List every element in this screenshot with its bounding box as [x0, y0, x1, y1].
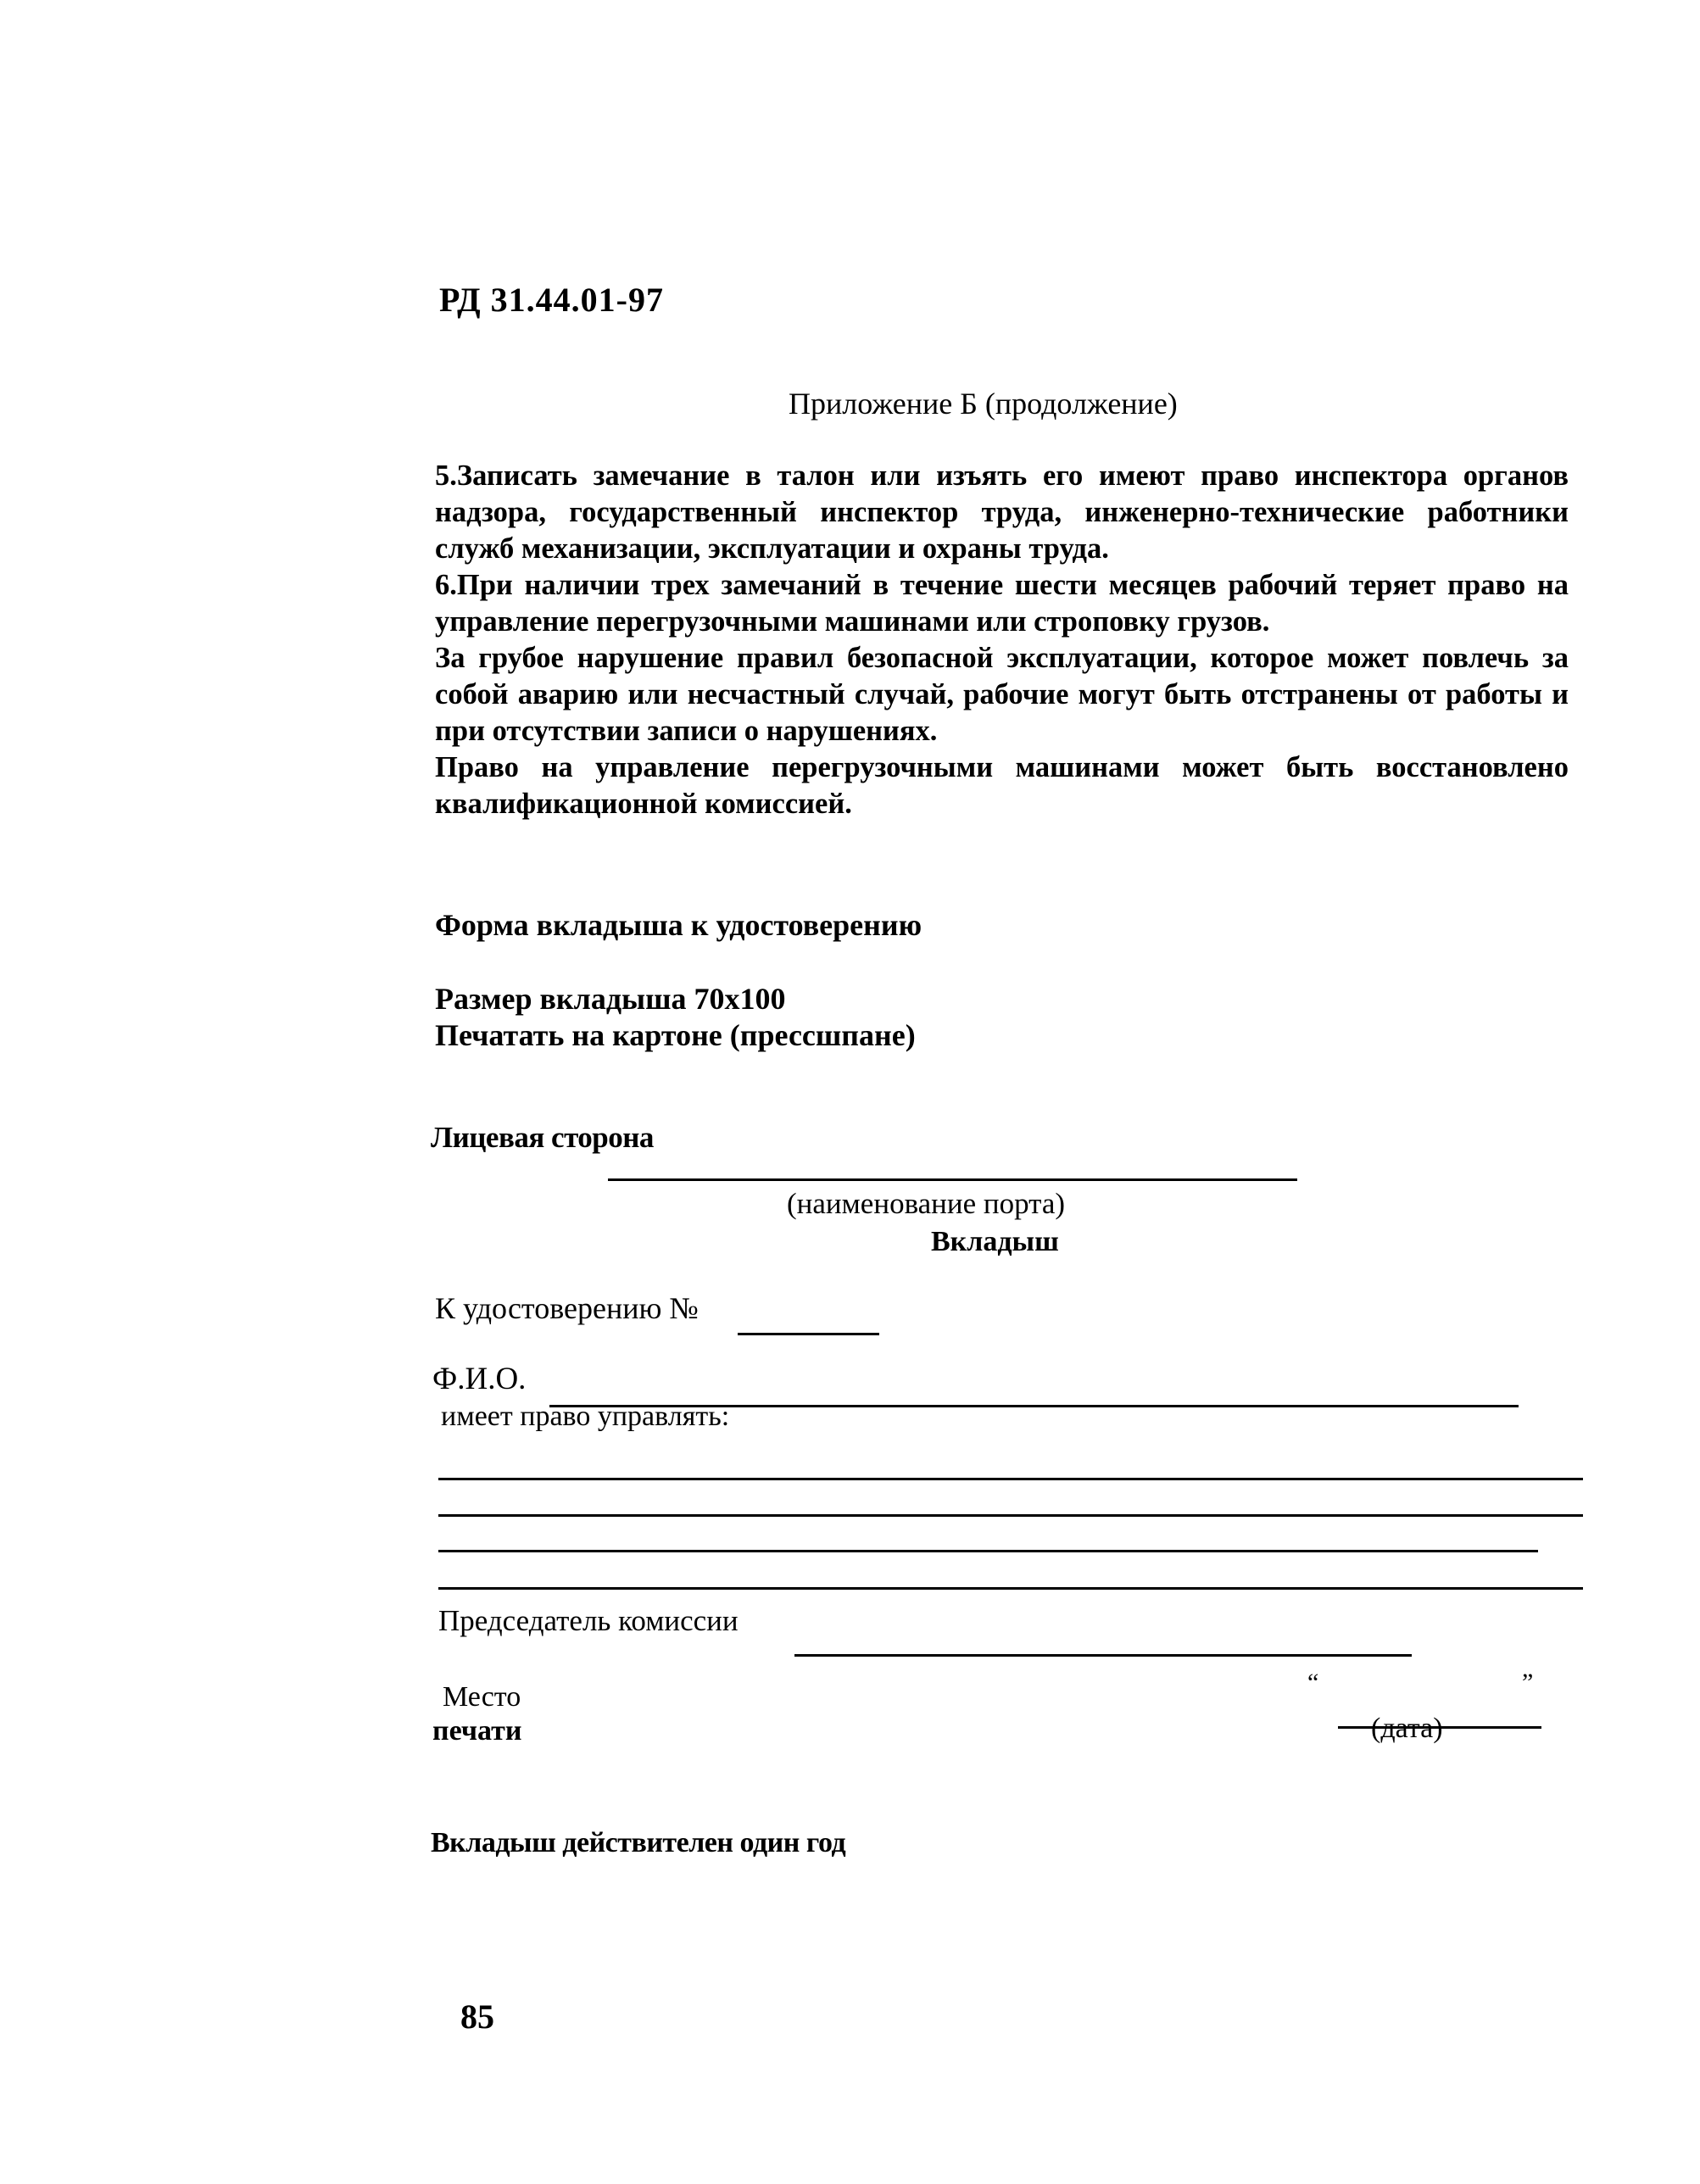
- machines-line-3: [438, 1550, 1538, 1552]
- fio-label: Ф.И.О.: [432, 1362, 527, 1396]
- page-number: 85: [460, 1997, 494, 2036]
- paragraph-6: 6.При наличии трех замечаний в течение шести месяцев рабочий теряет право на управление перегрузочными машинами или строповку грузов.: [435, 569, 1569, 638]
- certificate-number-label: К удостоверению №: [435, 1291, 699, 1325]
- validity-note: Вкладыш действителен один год: [431, 1827, 846, 1858]
- machines-line-2: [438, 1514, 1583, 1517]
- machines-line-4: [438, 1587, 1583, 1590]
- paragraph-restoration: Право на управление перегрузочными машинами может быть восстановлено квалификационной комиссией.: [435, 751, 1569, 820]
- paragraph-5: 5.Записать замечание в талон или изъять его имеют право инспектора органов надзора, государственный инспектор труда, инженерно-технические работники служб механизации, эксплуатации и охраны труда.: [435, 460, 1569, 565]
- certificate-number-line: [738, 1333, 879, 1335]
- port-name-caption: (наименование порта): [787, 1187, 1066, 1220]
- document-code: РД 31.44.01-97: [439, 281, 664, 319]
- date-quote-close: ”: [1522, 1669, 1534, 1696]
- date-quote-open: “: [1307, 1669, 1319, 1696]
- chairman-label: Председатель комиссии: [438, 1604, 739, 1637]
- stamp-place-label: Место: [443, 1681, 521, 1713]
- insert-form-title: Форма вкладыша к удостоверению: [435, 908, 922, 942]
- face-side-label: Лицевая сторона: [431, 1121, 654, 1154]
- machines-line-1: [438, 1478, 1583, 1480]
- date-caption: (дата): [1371, 1713, 1443, 1744]
- right-to-operate-label: имеет право управлять:: [441, 1401, 730, 1432]
- body-paragraphs: [435, 458, 1569, 822]
- print-note: Печатать на картоне (прессшпане): [435, 1018, 916, 1052]
- insert-title: Вкладыш: [931, 1226, 1059, 1257]
- paragraph-gross-violation: За грубое нарушение правил безопасной эксплуатации, которое может повлечь за собой аварию или несчастный случай, рабочие могут быть отстранены от работы и при отсутствии записи о нарушениях.: [435, 642, 1569, 747]
- insert-size: Размер вкладыша 70х100: [435, 982, 786, 1016]
- stamp-label: печати: [432, 1715, 522, 1747]
- appendix-heading: Приложение Б (продолжение): [789, 387, 1178, 421]
- port-name-line: [608, 1178, 1297, 1181]
- chairman-signature-line: [794, 1654, 1412, 1657]
